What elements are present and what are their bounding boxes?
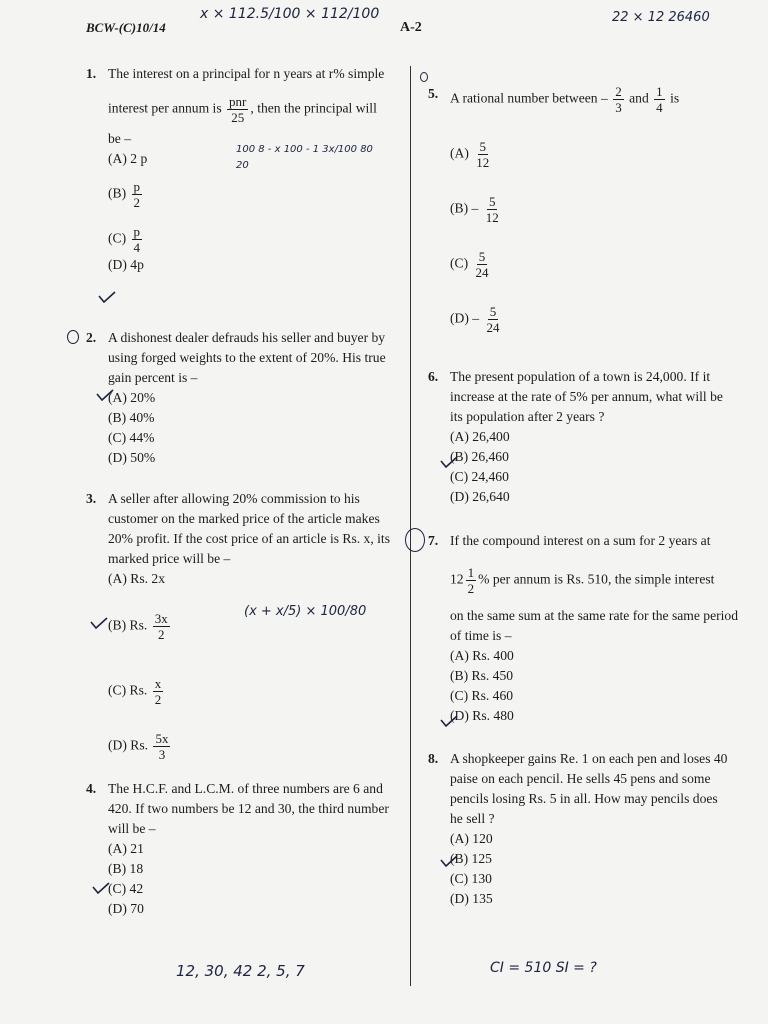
option-b[interactable]: (B) Rs. 450 bbox=[450, 668, 514, 683]
question-number: 7. bbox=[428, 533, 439, 548]
question-text-line2 bbox=[108, 94, 408, 125]
question-line: marked price will be – bbox=[108, 551, 231, 566]
option-d[interactable]: (D) 26,640 bbox=[450, 489, 510, 504]
option-d[interactable]: (D) Rs. 480 bbox=[450, 708, 514, 723]
denominator: 2 bbox=[133, 195, 141, 210]
numerator: 1 bbox=[656, 84, 663, 99]
option-label: (C) bbox=[108, 230, 127, 246]
question-text: The interest on a principal for n years at r% simple bbox=[108, 66, 385, 81]
option-d[interactable]: (D) 135 bbox=[450, 891, 493, 906]
option-a[interactable] bbox=[450, 139, 750, 170]
checkmark-icon bbox=[92, 882, 110, 894]
fraction bbox=[474, 249, 491, 280]
handwritten-q4-work: 12, 30, 42 2, 5, 7 bbox=[176, 962, 305, 980]
handwritten-q3-work: (x + x/5) × 100/80 bbox=[244, 604, 367, 619]
checkmark-icon bbox=[90, 617, 108, 629]
question-line: using forged weights to the extent of 20%. His true bbox=[108, 350, 386, 365]
option-b[interactable]: (B) 26,460 bbox=[450, 449, 509, 464]
denominator: 24 bbox=[475, 265, 489, 280]
question-number: 3. bbox=[86, 491, 97, 506]
checkmark-icon bbox=[440, 715, 458, 727]
fraction bbox=[132, 179, 143, 210]
question-8 bbox=[428, 749, 750, 909]
option-label: (D) Rs. bbox=[108, 737, 149, 753]
question-line: increase at the rate of 5% per annum, what will be bbox=[450, 389, 723, 404]
fraction bbox=[153, 611, 170, 642]
option-label: (A) bbox=[450, 145, 469, 161]
option-label: (D) – bbox=[450, 310, 480, 326]
checkmark-icon bbox=[440, 855, 458, 867]
numerator: 5 bbox=[489, 304, 497, 319]
option-b[interactable] bbox=[450, 194, 750, 225]
denominator: 25 bbox=[231, 110, 245, 125]
question-number: 8. bbox=[428, 751, 439, 766]
option-a[interactable]: (A) 2 p bbox=[108, 151, 148, 166]
option-c[interactable]: (C) 130 bbox=[450, 871, 492, 886]
text-fragment: and bbox=[629, 90, 649, 106]
question-line: gain percent is – bbox=[108, 370, 198, 385]
question-number: 5. bbox=[428, 86, 439, 101]
option-d[interactable] bbox=[450, 304, 750, 335]
question-line: pencils losing Rs. 5 in all. How may pencils does bbox=[450, 791, 718, 806]
denominator: 3 bbox=[158, 747, 166, 762]
question-line: If the compound interest on a sum for 2 years at bbox=[450, 533, 711, 548]
checkmark-icon bbox=[96, 389, 114, 401]
option-a[interactable]: (A) 20% bbox=[108, 390, 156, 405]
denominator: 24 bbox=[486, 320, 500, 335]
fraction bbox=[227, 94, 248, 125]
page-number: A-2 bbox=[400, 20, 422, 35]
question-7 bbox=[428, 531, 750, 726]
option-b[interactable]: (B) 18 bbox=[108, 861, 144, 876]
fraction bbox=[466, 565, 477, 596]
numerator: 2 bbox=[615, 84, 622, 99]
text-fragment: interest per annum is bbox=[108, 100, 222, 116]
option-a[interactable]: (A) 21 bbox=[108, 841, 144, 856]
numerator: 5x bbox=[155, 731, 169, 746]
option-c[interactable]: (C) 24,460 bbox=[450, 469, 509, 484]
checkmark-icon bbox=[98, 291, 116, 303]
option-d[interactable]: (D) 50% bbox=[108, 450, 156, 465]
denominator: 12 bbox=[476, 155, 490, 170]
question-number: 2. bbox=[86, 330, 97, 345]
option-d[interactable] bbox=[108, 731, 408, 762]
option-c[interactable]: (C) 44% bbox=[108, 430, 155, 445]
question-line: he sell ? bbox=[450, 811, 495, 826]
question-number: 6. bbox=[428, 369, 439, 384]
option-a[interactable]: (A) Rs. 2x bbox=[108, 571, 166, 586]
numerator: 1 bbox=[467, 565, 475, 580]
circle-mark-icon bbox=[405, 528, 425, 552]
numerator: 5 bbox=[478, 249, 486, 264]
fraction bbox=[613, 84, 624, 115]
denominator: 12 bbox=[485, 210, 499, 225]
option-label: (B) – bbox=[450, 200, 479, 216]
option-b[interactable]: (B) 40% bbox=[108, 410, 155, 425]
question-line bbox=[450, 565, 750, 596]
fraction bbox=[484, 194, 501, 225]
question-3 bbox=[86, 489, 408, 762]
column-divider bbox=[410, 66, 411, 986]
text-fragment: 12 bbox=[450, 571, 464, 587]
question-line: A dishonest dealer defrauds his seller and buyer by bbox=[108, 330, 386, 345]
question-line: its population after 2 years ? bbox=[450, 409, 605, 424]
fraction bbox=[153, 676, 164, 707]
option-c[interactable] bbox=[108, 224, 408, 255]
option-d[interactable]: (D) 70 bbox=[108, 901, 144, 916]
question-text bbox=[450, 84, 750, 115]
question-number: 1. bbox=[86, 66, 97, 81]
circle-mark-icon bbox=[67, 330, 79, 344]
question-number: 4. bbox=[86, 781, 97, 796]
question-line: 420. If two numbers be 12 and 30, the third number bbox=[108, 801, 389, 816]
fraction bbox=[474, 139, 491, 170]
text-fragment: is bbox=[670, 90, 680, 106]
numerator: p bbox=[133, 179, 141, 194]
text-fragment: % per annum is Rs. 510, the simple interest bbox=[478, 571, 715, 587]
question-5 bbox=[428, 84, 750, 335]
question-line: The present population of a town is 24,000. If it bbox=[450, 369, 711, 384]
question-line: customer on the marked price of the article makes bbox=[108, 511, 380, 526]
question-line: paise on each pencil. He sells 45 pens and some bbox=[450, 771, 711, 786]
option-label: (B) bbox=[108, 185, 127, 201]
question-1 bbox=[86, 64, 408, 275]
handwritten-top-note: x × 112.5/100 × 112/100 bbox=[200, 6, 380, 22]
option-a[interactable]: (A) 120 bbox=[450, 831, 493, 846]
denominator: 2 bbox=[157, 627, 165, 642]
fraction bbox=[484, 304, 501, 335]
denominator: 2 bbox=[154, 692, 162, 707]
numerator: 3x bbox=[154, 611, 168, 626]
numerator: p bbox=[133, 224, 141, 239]
handwritten-q1-work: 100 8 - x 100 - 1 3x/100 80 20 bbox=[236, 144, 373, 171]
fraction bbox=[132, 224, 143, 255]
checkmark-icon bbox=[440, 456, 458, 468]
question-line: on the same sum at the same rate for the same period bbox=[450, 608, 739, 623]
option-a[interactable]: (A) 26,400 bbox=[450, 429, 510, 444]
option-label: (C) bbox=[450, 255, 469, 271]
question-line: The H.C.F. and L.C.M. of three numbers are 6 and bbox=[108, 781, 383, 796]
denominator: 4 bbox=[656, 100, 663, 115]
denominator: 4 bbox=[133, 240, 141, 255]
option-c[interactable] bbox=[108, 676, 408, 707]
numerator: pnr bbox=[229, 94, 247, 109]
option-b[interactable]: (B) 125 bbox=[450, 851, 492, 866]
option-label: (B) Rs. bbox=[108, 617, 148, 633]
option-b[interactable] bbox=[108, 611, 408, 642]
handwritten-corner-work: 22 × 12 26460 bbox=[612, 10, 710, 25]
denominator: 3 bbox=[615, 100, 622, 115]
option-label: (C) Rs. bbox=[108, 682, 148, 698]
handwritten-q7-note: CI = 510 SI = ? bbox=[490, 960, 597, 976]
question-line: A seller after allowing 20% commission to his bbox=[108, 491, 360, 506]
question-4 bbox=[86, 779, 408, 919]
option-a[interactable]: (A) Rs. 400 bbox=[450, 648, 514, 663]
circle-mark-icon bbox=[420, 72, 428, 82]
option-c[interactable] bbox=[450, 249, 750, 280]
question-2 bbox=[86, 328, 408, 468]
denominator: 2 bbox=[467, 581, 475, 596]
numerator: 5 bbox=[479, 139, 487, 154]
fraction bbox=[654, 84, 665, 115]
paper-code: BCW-(C)10/14 bbox=[86, 20, 166, 35]
question-line: A shopkeeper gains Re. 1 on each pen and loses 40 bbox=[450, 751, 728, 766]
option-c[interactable]: (C) 42 bbox=[108, 881, 144, 896]
text-fragment: A rational number between – bbox=[450, 90, 608, 106]
option-d[interactable]: (D) 4p bbox=[108, 257, 144, 272]
question-6 bbox=[428, 367, 750, 507]
question-line: will be – bbox=[108, 821, 156, 836]
option-c[interactable]: (C) Rs. 460 bbox=[450, 688, 514, 703]
numerator: 5 bbox=[488, 194, 496, 209]
fraction bbox=[153, 731, 170, 762]
text-fragment: , then the principal will bbox=[250, 100, 377, 116]
question-text-line3: be – bbox=[108, 131, 132, 146]
question-line: of time is – bbox=[450, 628, 512, 643]
option-b[interactable] bbox=[108, 179, 408, 210]
numerator: x bbox=[154, 676, 162, 691]
question-line: 20% profit. If the cost price of an article is Rs. x, its bbox=[108, 531, 390, 546]
